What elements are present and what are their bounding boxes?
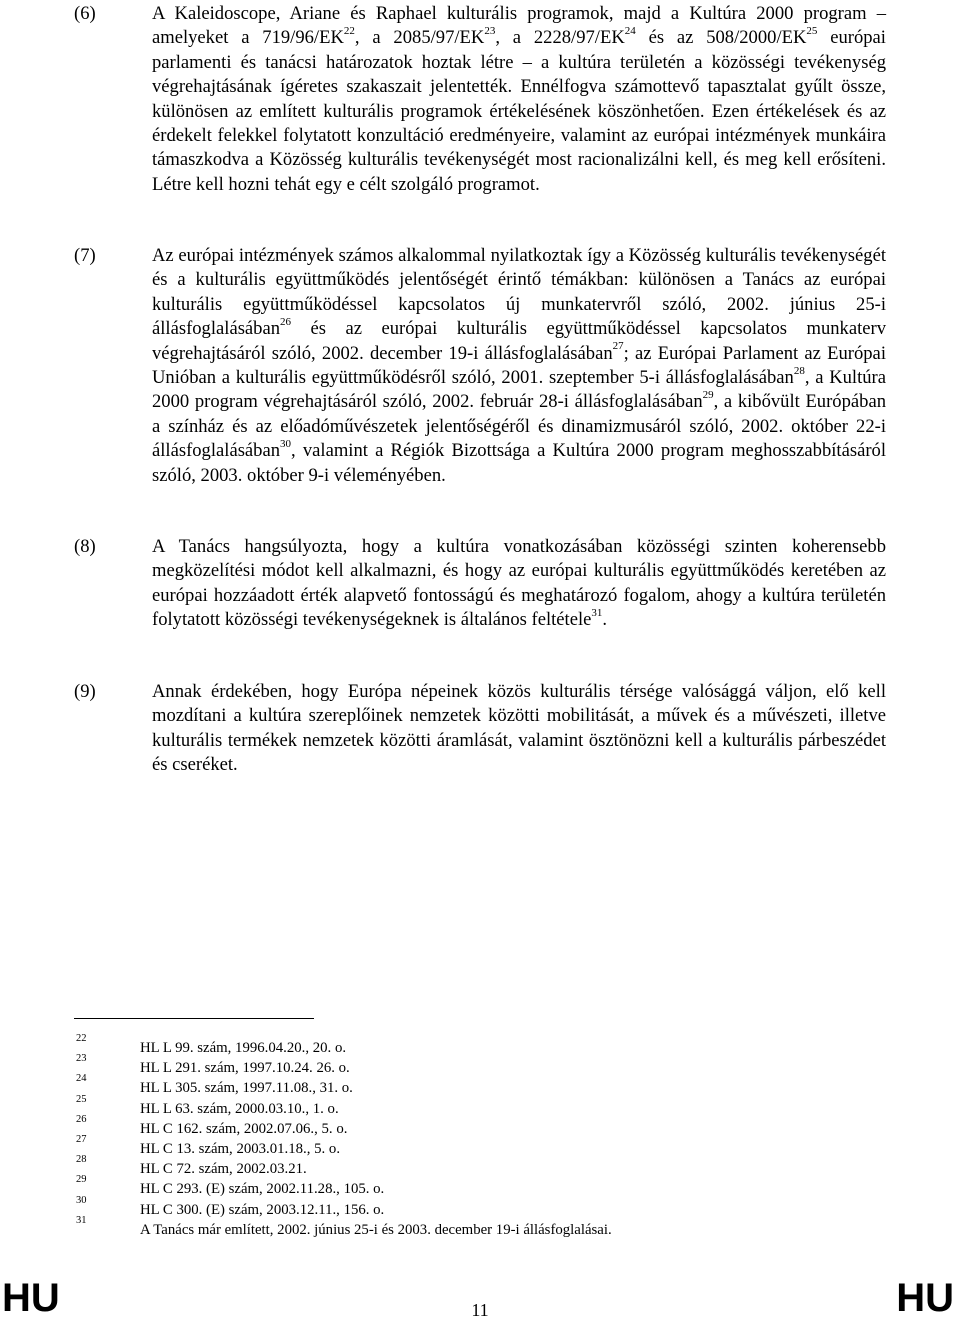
footnote-number: 27 <box>76 1133 87 1145</box>
footnote-text: HL C 13. szám, 2003.01.18., 5. o. <box>140 1140 341 1157</box>
paragraph-number: (8) <box>74 536 96 557</box>
footnote-reference: 22 <box>343 25 355 38</box>
footnote-text: A Tanács már említett, 2002. június 25-i és 2003. december 19-i állásfoglalásai. <box>140 1221 612 1238</box>
footnote-number: 25 <box>76 1093 87 1105</box>
footnote-reference: 30 <box>280 438 292 451</box>
footnote-number: 28 <box>76 1154 87 1166</box>
footnote-reference: 29 <box>702 389 714 402</box>
footnote-text: HL L 305. szám, 1997.11.08., 31. o. <box>140 1080 353 1097</box>
footnote-reference: 31 <box>591 607 603 620</box>
paragraph-7 <box>74 244 886 488</box>
paragraph-text: A Kaleidoscope, Ariane és Raphael kulturális programok, majd a Kultúra 2000 program – amelyeket a 719/96/EK$^{22}$, a 2085/97/EK$^{23}$, a 2228/97/EK$^{24}$ és az 508/2000/EK$^{25}$ európai parlamenti és tanácsi határozatok hoztak létre – a kultúra területén a közösségi tevékenység végrehajtásának ígéretes szakaszait jelentették. Ennélfogva számottevő tapasztalat gyűlt össze, különösen az említett kulturális programok értékelésének köszönhetően. Ezen értékelések és az érdekelt felekkel folytatott konzultáció eredményeire, valamint az európai intézmények munkáira támaszkodva a Közösség kulturális tevékenységét most racionalizálni kell, és meg kell erősíteni. Létre kell hozni tehát egy e célt szolgáló programot. <box>152 3 886 195</box>
footnote-text: HL C 293. (E) szám, 2002.11.28., 105. o. <box>140 1181 385 1198</box>
footnote-reference: 25 <box>806 25 818 38</box>
footnote-reference: 23 <box>484 25 496 38</box>
footnote-separator <box>74 1018 314 1019</box>
paragraph-text: Annak érdekében, hogy Európa népeinek közös kulturális térsége valósággá váljon, elő kell mozdítani a kultúra szereplőinek nemzetek közötti mobilitását, a művek és a művészeti, illetve kulturális termékek nemzetek közötti áramlását, valamint ösztönözni kell a kulturális párbeszédet és cseréket. <box>152 681 886 776</box>
footnote-reference: 27 <box>612 340 624 353</box>
footnote-number: 31 <box>76 1214 87 1226</box>
footnote-text: HL C 300. (E) szám, 2003.12.11., 156. o. <box>140 1201 385 1218</box>
language-code-left: HU <box>2 1276 60 1320</box>
footnote-reference: 28 <box>793 364 805 377</box>
footnote-number: 23 <box>76 1053 87 1065</box>
paragraph-number: (6) <box>74 3 96 24</box>
page-number: 11 <box>471 1300 489 1320</box>
footnote-text: HL L 63. szám, 2000.03.10., 1. o. <box>140 1100 339 1117</box>
language-code-right: HU <box>896 1276 954 1320</box>
footnote-number: 26 <box>76 1113 87 1125</box>
paragraph-6 <box>74 2 886 197</box>
paragraph-8 <box>74 535 886 633</box>
footnote-text: HL L 99. szám, 1996.04.20., 20. o. <box>140 1040 347 1056</box>
footnote-reference: 24 <box>624 25 636 38</box>
footnote-text: HL C 72. szám, 2002.03.21. <box>140 1161 307 1178</box>
paragraph-text: A Tanács hangsúlyozta, hogy a kultúra vonatkozásában közösségi szinten koherensebb megközelítési módot kell alkalmazni, és hogy az európai kulturális együttműködés keretében az európai hozzáadott érték alapvető fontosságú és meghatározó fogalom, ahogy a kultúra területén folytatott közösségi tevékenységeknek is általános feltétele$^{31}$. <box>152 536 886 631</box>
footnote-number: 30 <box>76 1194 87 1206</box>
footnote-text: HL L 291. szám, 1997.10.24. 26. o. <box>140 1060 350 1077</box>
paragraph-9 <box>74 680 886 778</box>
footnote-reference: 26 <box>280 316 292 329</box>
paragraph-text: Az európai intézmények számos alkalommal nyilatkoztak így a Közösség kulturális tevékenységét és a kulturális együttműködés jelentőségét érintő témákban: különösen a Tanács az európai kulturális együttműködéssel kapcsolatos új munkatervről szóló, 2002. június 25-i állásfoglalásában$^{26}$ és az európai kulturális együttműködéssel kapcsolatos munkaterv végrehajtásáról szóló, 2002. december 19-i állásfoglalásában$^{27}$; az Európai Parlament az Európai Unióban a kulturális együttműködésről szóló, 2001. szeptember 5-i állásfoglalásában$^{28}$, a Kultúra 2000 program végrehajtásáról szóló, 2002. február 28-i állásfoglalásában$^{29}$, a kibővült Európában a színház és az előadóművészetek jelentőségéről és dinamizmusáról szóló, 2002. október 22-i állásfoglalásában$^{30}$, valamint a Régiók Bizottsága a Kultúra 2000 program meghosszabbításáról szóló, 2003. október 9-i véleményében. <box>152 245 886 486</box>
footnote-text: HL C 162. szám, 2002.07.06., 5. o. <box>140 1120 348 1137</box>
footnote-number: 24 <box>76 1073 87 1085</box>
paragraph-number: (7) <box>74 245 96 266</box>
paragraph-number: (9) <box>74 681 96 702</box>
footnote-number: 22 <box>76 1033 87 1044</box>
footnote-number: 29 <box>76 1174 87 1186</box>
